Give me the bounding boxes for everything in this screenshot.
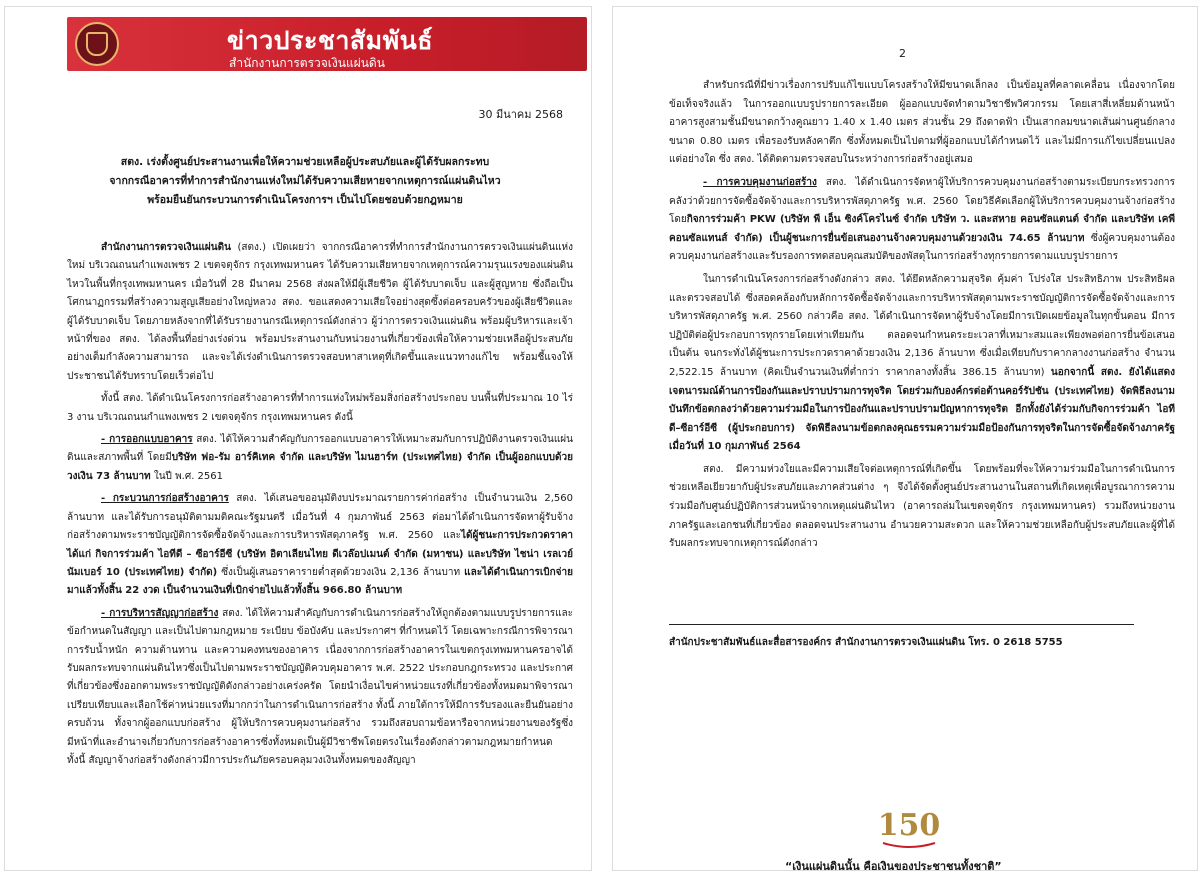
section-label: - การบริหารสัญญาก่อสร้าง: [101, 607, 219, 619]
body-page-2: [669, 77, 1175, 558]
paragraph-closing: สตง. มีความห่วงใยและมีความเสียใจต่อเหตุการณ์ที่เกิดขึ้น โดยพร้อมที่จะให้ความร่วมมือในการดำเนินการช่วยเหลือเยียวยากับผู้ประสบภัยและภาคส่วนต่าง ๆ จึงได้จัดตั้งศูนย์ประสานงานในสถานที่เกิดเหตุเพื่อบูรณาการความร่วมมือกับศูนย์ปฏิบัติการส่วนหน้าจากเหตุแผ่นดินไหว (อาคารถล่มในเขตจตุจักร กรุงเทพมหานคร) รวมถึงหน่วยงานภาครัฐและเอกชนที่เกี่ยวข้อง ตลอดจนประสานงาน อำนวยความสะดวก และให้ความช่วยเหลือกับผู้ประสบภัยและผู้ที่ได้รับผลกระทบจากเหตุการณ์ดังกล่าว: [669, 463, 1175, 550]
paragraph-text: สตง. ได้ให้ความสำคัญกับการออกแบบอาคารให้เหมาะสมกับการปฏิบัติงานตรวจเงินแผ่นดินและสภาพพื้นที่ โดยมี: [67, 434, 573, 464]
emblem-arc: [883, 843, 935, 847]
page-number: 2: [899, 47, 906, 60]
section-label: - กระบวนการก่อสร้างอาคาร: [101, 493, 229, 505]
body-page-1: [67, 239, 573, 774]
oag-seal-icon: [75, 22, 119, 66]
paragraph-bold: และได้ดำเนินการเบิกจ่ายมาแล้วทั้งสิ้น 22 งวด เป็นจำนวนเงินที่เบิกจ่ายไปแล้วทั้งสิ้น 966.80 ล้านบาท: [67, 566, 574, 597]
headline: [45, 153, 565, 210]
paragraph-text: ซึ่งผู้ควบคุมงานต้องควบคุมงานก่อสร้างและรับรองการทดสอบคุณสมบัติของพัสดุในการก่อสร้างทุกรายการตามแบบรูปรายการ: [669, 232, 1176, 263]
banner-subtitle: สำนักงานการตรวจเงินแผ่นดิน: [229, 56, 385, 70]
paragraph-text: ซึ่งเป็นผู้เสนอราคารายต่ำสุดด้วยวงเงิน 2,136 ล้านบาท: [217, 566, 465, 578]
page-1: [4, 6, 592, 871]
paragraph-text: (สตง.) เปิดเผยว่า จากกรณีอาคารที่ทำการสำนักงานการตรวจเงินแผ่นดินแห่งใหม่ บริเวณถนนกำแพงเพชร 2 เขตจตุจักร กรุงเทพมหานคร ได้รับความเสียหายจากเหตุการณ์ความรุนแรงของแผ่นดินไหวในพื้นที่กรุงเทพมหานคร เมื่อวันที่ 28 มีนาคม 2568 ส่งผลให้มีผู้เสียชีวิต ผู้ได้รับบาดเจ็บ และผู้สูญหาย ซึ่งถือเป็นโศกนาฏกรรมที่สร้างความสูญเสียอย่างใหญ่หลวง สตง. ขอแสดงความเสียใจอย่างสุดซึ้งต่อครอบครัวของผู้เสียชีวิตและผู้ได้รับบาดเจ็บ โดยภายหลังจากที่ได้รับรายงานกรณีเหตุการณ์ดังกล่าว ผู้ว่าการตรวจเงินแผ่นดิน พร้อมผู้บริหารและเจ้าหน้าที่ของ สตง. ได้ลงพื้นที่อย่างเร่งด่วน พร้อมประสานงานกับหน่วยงานที่เกี่ยวข้องเพื่อให้ความช่วยเหลือผู้ประสบภัยอย่างเต็มกำลังความสามารถ และจะได้เร่งดำเนินการตรวจสอบหาสาเหตุที่เกิดขึ้นและแนวทางแก้ไข พร้อมชี้แจงให้ประชาชนได้รับทราบโดยเร็วต่อไป: [67, 242, 573, 382]
paragraph-bold: นอกจากนี้ สตง. ยังได้แสดงเจตนารมณ์ด้านการป้องกันและปราบปรามการทุจริต โดยร่วมกับองค์กรต่อต้านคอร์รัปชัน (ประเทศไทย) จัดพิธีลงนามบันทึกข้อตกลงว่าด้วยความร่วมมือในการป้องกันและปราบปรามปัญหาการทุจริต อีกทั้งยังได้ร่วมกับกิจการร่วมค้า ไอทีดี–ซีอาร์อีซี (ผู้ประกอบการ) จัดพิธีลงนามข้อตกลงคุณธรรมความร่วมมือป้องกันการทุจริตในการจัดซื้อจัดจ้างภาครัฐ เมื่อวันที่ 10 กุมภาพันธ์ 2564: [669, 366, 1175, 453]
page-2: [612, 6, 1198, 871]
paragraph-text: สตง. ได้ดำเนินการจัดหาผู้ให้บริการควบคุมงานก่อสร้างตามระเบียบกระทรวงการคลังว่าด้วยการจัดซื้อจัดจ้างและการบริหารพัสดุภาครัฐ พ.ศ. 2560 โดยวิธีคัดเลือกผู้ให้บริการควบคุมงานจ้างก่อสร้าง โดย: [669, 176, 1175, 226]
anniversary-150-icon: [871, 799, 947, 849]
paragraph-contract: [67, 605, 573, 771]
seal-emblem-shape: [86, 32, 108, 56]
section-label: - การออกแบบอาคาร: [101, 434, 193, 446]
paragraph-intro: [67, 239, 573, 386]
paragraph-text: สตง. ได้เสนอขออนุมัติงบประมาณรายการค่าก่อสร้าง เป็นจำนวนเงิน 2,560 ล้านบาท และได้รับการอนุมัติตามมติคณะรัฐมนตรี เมื่อวันที่ 4 กุมภาพันธ์ 2563 ต่อมาได้ดำเนินการจัดหาผู้รับจ้างก่อสร้างตามพระราชบัญญัติการจัดซื้อจัดจ้างและการบริหารพัสดุภาครัฐ พ.ศ. 2560 และ: [67, 493, 573, 542]
header-banner: [67, 17, 587, 71]
paragraph-bold: ได้ผู้ชนะการประกวดราคา ได้แก่ กิจการร่วมค้า ไอทีดี – ซีอาร์อีซี (บริษัท อิตาเลียนไทย ดีเวล๊อปเมนต์ จำกัด (มหาชน) และบริษัท ไชน่า เรลเวย์ นัมเบอร์ 10 (ประเทศไทย) จำกัด): [67, 530, 573, 578]
paragraph-bold: บริษัท ฟอ-รัม อาร์คิเทค จำกัด และบริษัท ไมนฮาร์ท (ประเทศไทย) จำกัด เป็นผู้ออกแบบด้วยวงเงิน 73 ล้านบาท: [67, 452, 573, 482]
emblem-number: 150: [877, 808, 941, 843]
section-label: - การควบคุมงานก่อสร้าง: [703, 176, 817, 188]
paragraph-bold: กิจการร่วมค้า PKW (บริษัท พี เอ็น ซิงค์โครไนซ์ จำกัด บริษัท ว. และสหาย คอนซัลแตนต์ จำกัด และบริษัท เคพี คอนซัลแทนส์ จำกัด) เป็นผู้ชนะการยื่นข้อเสนองานจ้างควบคุมงานด้วยวงเงิน 74.65 ล้านบาท: [669, 214, 1175, 244]
paragraph-text: ในปี พ.ศ. 2561: [150, 470, 224, 482]
headline-line: จากกรณีอาคารที่ทำการสำนักงานแห่งใหม่ได้รับความเสียหายจากเหตุการณ์แผ่นดินไหว: [109, 175, 501, 187]
headline-line: พร้อมยืนยันกระบวนการดำเนินโครงการฯ เป็นไปโดยชอบด้วยกฎหมาย: [147, 194, 463, 206]
paragraph-process: [669, 271, 1175, 457]
paragraph-text: สตง. ได้ให้ความสำคัญกับการดำเนินการก่อสร้างให้ถูกต้องตามแบบรูปรายการและข้อกำหนดในสัญญา และเป็นไปตามกฎหมาย ระเบียบ ข้อบังคับ และประกาศฯ ที่กำหนดไว้ โดยเฉพาะกรณีการพิจารณาการรับน้ำหนัก ความต้านทาน และความคงทนของอาคาร เนื่องจากการก่อสร้างอาคารในเขตกรุงเทพมหานครอาจได้รับผลกระทบจากแผ่นดินไหวซึ่งเป็นไปตามพระราชบัญญัติควบคุมอาคาร พ.ศ. 2522 ประกอบกฎกระทรวง และประกาศที่เกี่ยวข้องซึ่งออกตามพระราชบัญญัติดังกล่าวอย่างเคร่งครัด โดยนำเงื่อนไขค่าหน่วยแรงที่เกี่ยวข้องทั้งหมดมาพิจารณาเปรียบเทียบและเลือกใช้ค่าหน่วยแรงที่มากกว่าในการดำเนินการก่อสร้าง ทั้งนี้ ภายใต้การให้มีการรับรองและยืนยันอย่างครบถ้วน ทั้งจากผู้ออกแบบก่อสร้าง ผู้ให้บริการควบคุมงานก่อสร้าง รวมถึงสอบถามข้อหารือจากหน่วยงานของรัฐซึ่งมีหน้าที่และอำนาจเกี่ยวกับการก่อสร้างอาคารซึ่งทั้งหมดเป็นผู้มีวิชาชีพโดยตรงในเรื่องดังกล่าวตามกฎหมายกำหนด ทั้งนี้ สัญญาจ้างก่อสร้างดังกล่าวมีการประกันภัยครอบคลุมวงเงินทั้งหมดของสัญญา: [67, 607, 574, 766]
paragraph-supervision: [669, 174, 1175, 267]
paragraph-project: ทั้งนี้ สตง. ได้ดำเนินโครงการก่อสร้างอาคารที่ทำการแห่งใหม่พร้อมสิ่งก่อสร้างประกอบ บนพื้นที่ประมาณ 10 ไร่ 3 งาน บริเวณถนนกำแพงเพชร 2 เขตจตุจักร กรุงเทพมหานคร ดังนี้: [67, 393, 573, 423]
agency-lead: สำนักงานการตรวจเงินแผ่นดิน: [101, 242, 231, 253]
release-date: 30 มีนาคม 2568: [478, 108, 563, 121]
paragraph-text: ในการดำเนินโครงการก่อสร้างดังกล่าว สตง. ได้ยึดหลักความสุจริต คุ้มค่า โปร่งใส ประสิทธิภาพ ประสิทธิผล และตรวจสอบได้ ซึ่งสอดคล้องกับหลักการจัดซื้อจัดจ้างและการบริหารพัสดุตามพระราชบัญญัติการจัดซื้อจัดจ้างและการบริหารพัสดุภาครัฐ พ.ศ. 2560 กล่าวคือ สตง. ได้ดำเนินการจัดหาผู้รับจ้างโดยมีการเปิดเผยข้อมูลในทุกขั้นตอน มีการปฏิบัติต่อผู้ประกอบการทุกรายโดยเท่าเทียมกัน ตลอดจนกำหนดระยะเวลาที่เหมาะสมและเพียงพอต่อการยื่นข้อเสนอ เป็นต้น จนกระทั่งได้ผู้ชนะการประกวดราคาด้วยวงเงิน 2,136 ล้านบาท ซึ่งเมื่อเทียบกับราคากลางงานก่อสร้าง จำนวน 2,522.15 ล้านบาท (คิดเป็นจำนวนเงินที่ต่ำกว่า ราคากลางทั้งสิ้น 386.15 ล้านบาท): [669, 273, 1175, 378]
banner-title: ข่าวประชาสัมพันธ์: [227, 26, 433, 55]
paragraph-design: [67, 431, 573, 486]
slogan: “เงินแผ่นดินนั้น คือเงินของประชาชนทั้งชาติ”: [785, 860, 1002, 871]
headline-line: สตง. เร่งตั้งศูนย์ประสานงานเพื่อให้ความช่วยเหลือผู้ประสบภัยและผู้ได้รับผลกระทบ: [120, 156, 490, 168]
paragraph-design-change: สำหรับกรณีที่มีข่าวเรื่องการปรับแก้ไขแบบโครงสร้างให้มีขนาดเล็กลง เป็นข้อมูลที่คลาดเคลื่อน เนื่องจากโดยข้อเท็จจริงแล้ว ในการออกแบบรูปรายการละเอียด ผู้ออกแบบจัดทำตามวิชาชีพวิศวกรรม โดยเสาสี่เหลี่ยมด้านหน้าอาคารสูงสามชั้นมีขนาดกว้างคูณยาว 1.40 x 1.40 เมตร ส่วนชั้น 29 ถึงดาดฟ้า เป็นเสากลมขนาดเส้นผ่านศูนย์กลางขนาด 0.80 เมตร เพื่อรองรับหลังคาตึก ซึ่งทั้งหมดเป็นไปตามที่ผู้ออกแบบได้กำหนดไว้ และไม่มีการแก้ไขเปลี่ยนแปลงแต่อย่างใด ซึ่ง สตง. ได้ติดตามตรวจสอบในระหว่างการก่อสร้างอยู่เสมอ: [669, 80, 1175, 166]
paragraph-construction: [67, 490, 573, 600]
footer-divider: [669, 624, 1134, 625]
contact-line: สำนักประชาสัมพันธ์และสื่อสารองค์กร สำนักงานการตรวจเงินแผ่นดิน โทร. 0 2618 5755: [669, 637, 1063, 648]
